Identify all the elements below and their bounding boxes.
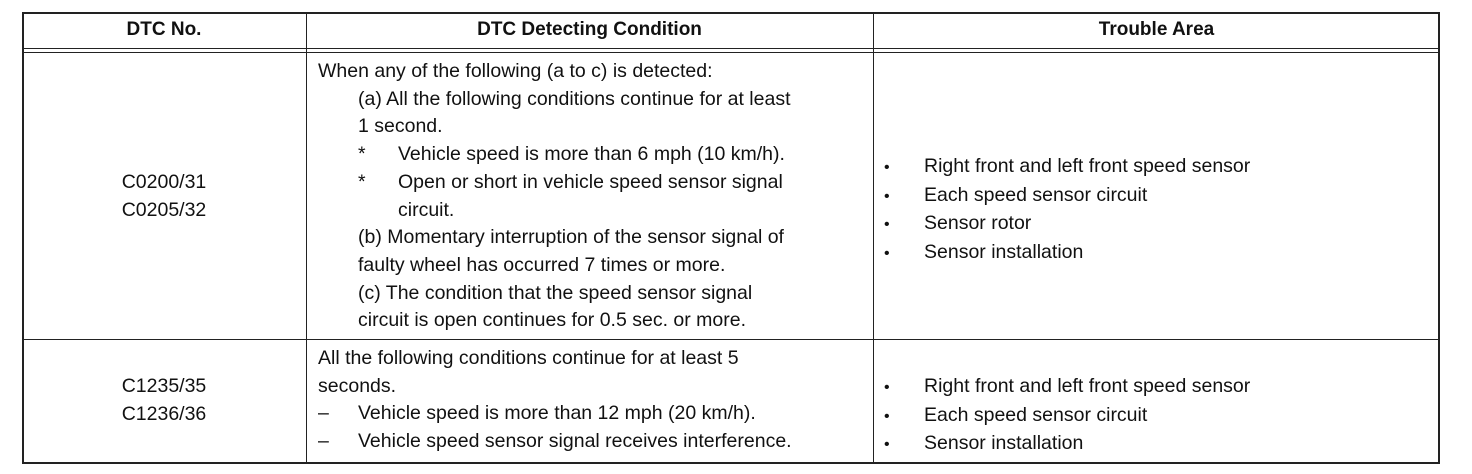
- dtc-code-cell: [22, 373, 306, 428]
- condition-text: (c) The condition that the speed sensor signal: [358, 281, 753, 304]
- condition-text: circuit.: [398, 198, 455, 221]
- dash-marker: –: [318, 430, 329, 453]
- condition-subitem: [318, 141, 868, 169]
- list-item: [884, 182, 1424, 211]
- condition-text: Vehicle speed sensor signal receives interference.: [358, 430, 792, 453]
- list-item: [884, 402, 1424, 431]
- dtc-code: C0200/31: [121, 171, 207, 193]
- bullet-icon: •: [884, 436, 890, 454]
- column-divider: [306, 12, 307, 464]
- trouble-area-list: [884, 373, 1424, 459]
- list-item: [884, 430, 1424, 459]
- condition-subitem: [318, 400, 868, 428]
- bullet-icon: •: [884, 379, 890, 396]
- dash-marker: –: [318, 402, 329, 425]
- trouble-item: Right front and left front speed sensor: [924, 375, 1251, 397]
- dtc-table: [22, 12, 1440, 464]
- condition-subitem: [318, 428, 868, 456]
- header-divider-double: [22, 52, 1440, 53]
- condition-text: Vehicle speed is more than 12 mph (20 km/h).: [358, 402, 756, 425]
- header-dtc-no: DTC No.: [126, 19, 202, 40]
- trouble-item: Sensor installation: [924, 241, 1084, 264]
- condition-text: 1 second.: [358, 115, 443, 138]
- condition-cell: [318, 345, 868, 456]
- condition-cell: [318, 58, 868, 335]
- condition-subitem: [318, 169, 868, 197]
- list-item: [884, 239, 1424, 268]
- header-condition: DTC Detecting Condition: [477, 19, 702, 40]
- column-divider: [873, 12, 874, 464]
- bullet-icon: •: [884, 187, 890, 205]
- list-item: [884, 373, 1424, 402]
- list-item: [884, 210, 1424, 239]
- trouble-item: Each speed sensor circuit: [924, 183, 1148, 206]
- condition-text: circuit is open continues for 0.5 sec. or more.: [358, 309, 747, 332]
- condition-text: (a) All the following conditions continue for at least: [358, 87, 791, 110]
- dtc-code-cell: [22, 169, 306, 224]
- condition-text: All the following conditions continue for at least 5: [318, 347, 739, 369]
- header-trouble-area: Trouble Area: [1098, 19, 1215, 40]
- dtc-code: C0205/32: [121, 198, 207, 221]
- asterisk-marker: *: [358, 170, 366, 193]
- bullet-icon: •: [884, 216, 890, 234]
- bullet-icon: •: [884, 407, 890, 425]
- condition-text: faulty wheel has occurred 7 times or more.: [358, 253, 726, 276]
- dtc-code: C1236/36: [121, 402, 207, 425]
- condition-text: (b) Momentary interruption of the sensor signal of: [358, 226, 784, 249]
- header-divider: [22, 48, 1440, 49]
- condition-text: Vehicle speed is more than 6 mph (10 km/h).: [398, 143, 785, 166]
- trouble-item: Right front and left front speed sensor: [924, 155, 1251, 177]
- asterisk-marker: *: [358, 143, 366, 166]
- bullet-icon: •: [884, 159, 890, 176]
- condition-text: When any of the following (a to c) is detected:: [318, 60, 713, 82]
- row-divider: [22, 339, 1440, 340]
- condition-text: seconds.: [318, 374, 397, 397]
- trouble-area-list: [884, 153, 1424, 268]
- condition-text: Open or short in vehicle speed sensor signal: [398, 170, 783, 193]
- trouble-item: Each speed sensor circuit: [924, 403, 1148, 426]
- list-item: [884, 153, 1424, 182]
- trouble-item: Sensor rotor: [924, 212, 1032, 235]
- trouble-item: Sensor installation: [924, 432, 1084, 455]
- dtc-code: C1235/35: [121, 375, 207, 397]
- bullet-icon: •: [884, 245, 890, 263]
